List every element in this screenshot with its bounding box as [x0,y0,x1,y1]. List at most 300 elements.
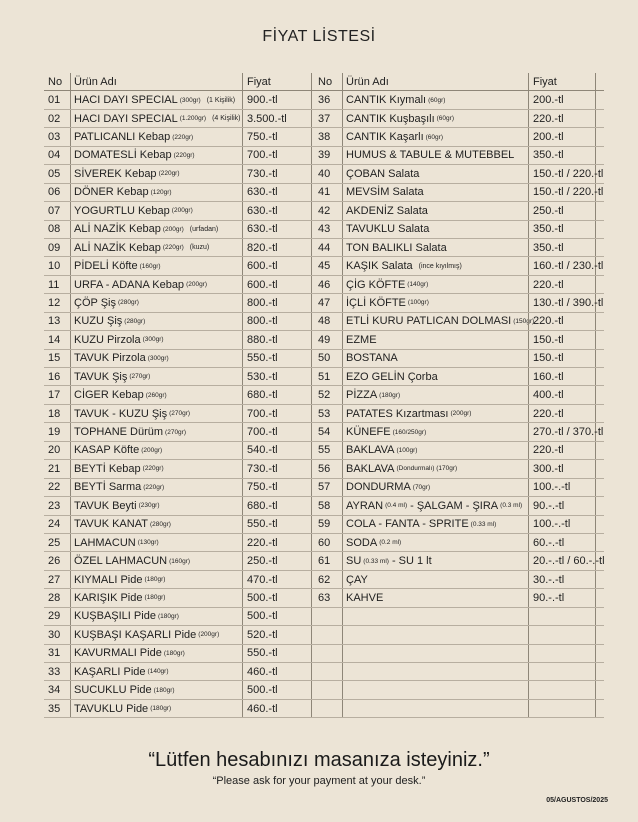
item-name: TON BALIKLI Salata [346,241,447,254]
item-name: AKDENİZ Salata [346,204,428,217]
item-name-cell [70,239,242,256]
item-number: 45 [318,260,331,273]
item-name: SODA [346,536,378,549]
page-title: FİYAT LİSTESİ [262,28,376,45]
item-name-cell [70,221,242,238]
item-name: ÇAY [346,573,368,586]
table-row [44,423,334,441]
item-name: AYRAN [346,499,384,512]
item-name-cell [342,479,528,496]
item-name: ETLİ KURU PATLICAN DOLMASI [346,315,512,328]
item-name-cell [342,239,528,256]
item-number: 23 [48,499,61,512]
item-name-cell [342,165,528,182]
item-name: ÇOBAN Salata [346,167,420,180]
item-number: 03 [48,131,61,144]
item-name: LAHMACUN [74,536,136,549]
item-price: 500.-tl [242,681,312,698]
item-name-extra: - ŞALGAM - ŞIRA [410,499,499,512]
item-name-cell [342,221,528,238]
item-price [528,700,596,717]
table-row [44,276,334,294]
item-name: TAVUKLU Pide [74,702,149,715]
item-portion: (0.33 ml) [470,520,497,528]
item-name: TAVUKLU Salata [346,223,430,236]
item-name: SUCUKLU Pide [74,684,152,697]
table-row [314,663,604,681]
item-price: 600.-tl [242,276,312,293]
item-number: 61 [318,555,331,568]
item-portion: (300gr) [179,96,201,104]
item-number: 55 [318,444,331,457]
item-portion: (220gr) [172,133,194,141]
item-number: 57 [318,481,331,494]
item-portion: (60gr) [436,115,454,123]
item-number: 48 [318,315,331,328]
item-number: 33 [48,665,61,678]
item-name: CİGER Kebap [74,389,144,402]
item-price: 90.-.-tl [528,589,596,606]
item-name: KUZU Şiş [74,315,123,328]
item-name-cell [342,257,528,274]
item-number [314,626,342,643]
item-price [528,626,596,643]
item-price: 150.-tl [528,331,596,348]
item-portion: (220gr) [158,170,180,178]
table-row [44,681,334,699]
item-number: 20 [48,444,61,457]
item-price: 150.-tl / 220.-tl [528,184,596,201]
item-price: 350.-tl [528,147,596,164]
table-row [314,460,604,478]
item-price: 60.-.-tl [528,534,596,551]
item-portion: (280gr) [117,299,139,307]
item-name: KAŞARLI Pide [74,665,146,678]
item-name: SU [346,555,362,568]
table-row [44,645,334,663]
item-number: 36 [318,94,331,107]
item-note: (4 Kişilik) [212,115,241,123]
header-price: Fiyat [242,73,312,90]
item-portion: (200gr) [186,281,208,289]
item-name-cell [342,368,528,385]
item-name: ÇÖP Şiş [74,296,116,309]
item-name-cell [70,516,242,533]
item-name-cell [70,184,242,201]
item-portion: (220gr) [143,483,165,491]
item-portion: (270gr) [169,410,191,418]
item-name: HACI DAYI SPECIAL [74,94,178,107]
item-price: 90.-.-tl [528,497,596,514]
item-portion: (270gr) [165,428,187,436]
item-name: TAVUK Pirzola [74,352,146,365]
item-name: KASAP Köfte [74,444,140,457]
header-price: Fiyat [528,73,596,90]
item-name: KAVURMALI Pide [74,647,162,660]
item-price: 630.-tl [242,184,312,201]
item-portion: (220gr) [142,465,164,473]
item-name-cell [70,571,242,588]
item-portion: (60gr) [425,133,443,141]
footer-date: 05/AGUSTOS/2025 [546,797,608,804]
table-row [314,221,604,239]
item-portion: (0.2 ml) [379,539,402,547]
item-number: 09 [48,241,61,254]
table-row [314,294,604,312]
item-portion: (220gr) [173,151,195,159]
item-name-cell [70,681,242,698]
item-price: 820.-tl [242,239,312,256]
table-row [44,442,334,460]
item-portion: (260gr) [145,391,167,399]
item-price: 250.-tl [528,202,596,219]
item-name-cell [70,442,242,459]
item-name: BAKLAVA [346,444,395,457]
item-number: 51 [318,370,331,383]
item-price [528,645,596,662]
item-number: 37 [318,112,331,125]
table-row [44,239,334,257]
item-number: 34 [48,684,61,697]
item-name: ÇİG KÖFTE [346,278,406,291]
table-row [44,626,334,644]
item-number: 49 [318,333,331,346]
table-row [314,552,604,570]
item-number: 60 [318,536,331,549]
table-row [314,239,604,257]
table-header [44,73,334,91]
table-row [314,571,604,589]
item-name: TAVUK - KUZU Şiş [74,407,168,420]
item-number: 44 [318,241,331,254]
item-price [528,681,596,698]
item-name-cell [342,700,528,717]
item-number: 11 [48,278,60,291]
item-name-cell [342,460,528,477]
item-number: 41 [318,186,331,199]
item-number: 13 [48,315,61,328]
item-name-cell [70,552,242,569]
item-portion: (180gr) [150,705,172,713]
table-row [44,589,334,607]
item-name-cell [342,147,528,164]
item-name-cell [342,442,528,459]
header-no: No [48,75,63,88]
item-portion: (150gr) [513,317,535,325]
item-note: (1 Kişilik) [206,96,236,104]
table-row [44,257,334,275]
item-price: 160.-tl / 230.-tl [528,257,596,274]
item-name-cell [70,165,242,182]
table-row [314,534,604,552]
item-name-cell [70,350,242,367]
table-row [44,516,334,534]
item-name-cell [342,589,528,606]
item-portion: (0.33 ml) [363,557,389,565]
item-number: 38 [318,131,331,144]
item-number: 54 [318,426,331,439]
item-name: DONDURMA [346,481,411,494]
item-portion: (220gr) [162,244,184,252]
item-name-cell [70,202,242,219]
item-number: 05 [48,167,61,180]
item-price: 220.-tl [528,442,596,459]
item-portion: (300gr) [147,354,169,362]
item-portion: (200gr) [162,225,184,233]
item-name-cell [70,91,242,108]
item-name-cell [342,276,528,293]
item-number: 12 [48,296,61,309]
table-row [314,184,604,202]
item-portion: (Dondurmalı) (170gr) [396,465,458,473]
item-price: 630.-tl [242,202,312,219]
item-name-cell [342,571,528,588]
item-name-cell [342,608,528,625]
item-number: 27 [48,573,61,586]
item-number: 01 [48,94,61,107]
header-name: Ürün Adı [70,73,242,90]
table-row [44,608,334,626]
item-price: 520.-tl [242,626,312,643]
item-name-cell [70,386,242,403]
item-number: 63 [318,591,331,604]
item-name-cell [342,423,528,440]
item-price: 220.-tl [528,405,596,422]
item-name: TAVUK Şiş [74,370,128,383]
item-price: 880.-tl [242,331,312,348]
item-number: 25 [48,536,61,549]
item-name-cell [342,294,528,311]
item-name-cell [70,276,242,293]
table-row [44,460,334,478]
item-name-cell [70,368,242,385]
item-number: 24 [48,518,61,531]
item-number: 18 [48,407,61,420]
item-name-cell [342,350,528,367]
item-name: CANTIK Kuşbaşılı [346,112,435,125]
item-number: 31 [48,647,61,660]
item-name-cell [342,313,535,330]
item-name-cell [70,294,242,311]
item-portion: (200gr) [171,207,193,215]
item-price: 550.-tl [242,350,312,367]
item-name-cell [70,663,242,680]
item-price: 550.-tl [242,645,312,662]
item-price: 800.-tl [242,294,312,311]
item-portion: (140gr) [407,281,429,289]
item-number: 40 [318,167,331,180]
item-price: 730.-tl [242,165,312,182]
item-name-cell [342,516,528,533]
item-name: HACI DAYI SPECIAL [74,112,178,125]
item-name-cell [70,700,242,717]
item-number: 35 [48,702,61,715]
table-row [314,331,604,349]
item-name: SİVEREK Kebap [74,167,157,180]
item-portion: (180gr) [144,594,166,602]
item-portion: (180gr) [157,612,179,620]
item-price: 800.-tl [242,313,312,330]
table-row [314,276,604,294]
price-table-left [44,73,334,718]
item-portion: (180gr) [153,686,175,694]
item-name: URFA - ADANA Kebap [74,278,185,291]
item-price: 220.-tl [242,534,312,551]
item-price: 130.-tl / 390.-tl [528,294,596,311]
item-name: BEYTİ Kebap [74,462,141,475]
item-number: 02 [48,112,61,125]
table-row [314,165,604,183]
table-row [314,147,604,165]
item-portion: (70gr) [412,483,431,491]
item-number: 52 [318,389,331,402]
table-row [314,442,604,460]
item-price: 470.-tl [242,571,312,588]
item-price: 150.-tl / 220.-tl [528,165,596,182]
item-name-cell [70,608,242,625]
item-name: KAHVE [346,591,384,604]
item-portion: (300gr) [142,336,164,344]
item-portion: (230gr) [138,502,160,510]
item-name-cell [70,423,242,440]
item-name-cell [342,184,528,201]
item-name: TAVUK Beyti [74,499,137,512]
item-price: 530.-tl [242,368,312,385]
item-portion-extra: (0.3 ml) [500,502,523,510]
table-row [314,128,604,146]
item-name: PATLICANLI Kebap [74,131,171,144]
item-number: 30 [48,628,61,641]
item-name: DÖNER Kebap [74,186,149,199]
item-number: 22 [48,481,61,494]
item-name: BOSTANA [346,352,398,365]
table-row [44,110,334,128]
item-number [314,681,342,698]
item-portion: (130gr) [137,539,159,547]
table-row [44,552,334,570]
footer-subquote: “Please ask for your payment at your desk.” [212,775,426,787]
item-portion: (100gr) [396,446,418,454]
item-name: YOGURTLU Kebap [74,204,170,217]
item-portion: (140gr) [147,668,169,676]
item-name-cell [342,534,528,551]
table-row [314,626,604,644]
item-number: 59 [318,518,331,531]
item-number: 21 [48,462,61,475]
item-name-cell [70,331,242,348]
item-number: 58 [318,499,331,512]
item-price: 550.-tl [242,516,312,533]
table-row [44,663,334,681]
item-number: 08 [48,223,61,236]
table-row [44,350,334,368]
table-row [314,516,604,534]
table-row [44,497,334,515]
item-portion: (160gr) [139,262,161,270]
item-price: 680.-tl [242,497,312,514]
item-name: EZME [346,333,377,346]
table-row [314,589,604,607]
item-price [528,663,596,680]
table-row [314,313,604,331]
item-name-cell [342,681,528,698]
item-name: ALİ NAZİK Kebap [74,241,161,254]
item-name: İÇLİ KÖFTE [346,296,406,309]
table-row [314,700,604,718]
item-number: 39 [318,149,331,162]
item-portion: (0.4 ml) [385,502,408,510]
item-portion: (120gr) [150,188,172,196]
item-number: 07 [48,204,61,217]
table-row [314,608,604,626]
item-name: CANTIK Kaşarlı [346,131,424,144]
item-name-cell [342,552,528,569]
item-name-cell [342,626,528,643]
item-number: 62 [318,573,331,586]
table-row [314,645,604,663]
table-row [314,423,604,441]
item-number [314,608,342,625]
item-note: (kuzu) [189,244,210,252]
item-number: 28 [48,591,61,604]
item-number: 56 [318,462,331,475]
item-portion: (160/250gr) [392,428,427,436]
item-name: COLA - FANTA - SPRITE [346,518,469,531]
item-price: 100.-.-tl [528,516,596,533]
item-portion: (200gr) [198,631,220,639]
item-number: 15 [48,352,61,365]
item-name: EZO GELİN Çorba [346,370,438,383]
item-name-cell [70,589,242,606]
table-row [314,110,604,128]
item-name: KUŞBAŞI KAŞARLI Pide [74,628,197,641]
item-name-cell [342,405,528,422]
item-name-cell [70,497,242,514]
item-number: 17 [48,389,61,402]
item-price: 700.-tl [242,405,312,422]
item-number [314,645,342,662]
table-row [44,368,334,386]
table-row [44,128,334,146]
table-row [44,165,334,183]
price-table-right [314,73,604,718]
item-price: 350.-tl [528,239,596,256]
table-row [44,184,334,202]
item-number: 29 [48,610,61,623]
item-portion: (180gr) [144,576,166,584]
item-price: 300.-tl [528,460,596,477]
item-name-cell [70,110,242,127]
item-price: 900.-tl [242,91,312,108]
item-name-cell [342,128,528,145]
item-price: 540.-tl [242,442,312,459]
item-name: ALİ NAZİK Kebap [74,223,161,236]
item-name-cell [70,405,242,422]
item-price: 400.-tl [528,386,596,403]
item-note: (ince kıyılmış) [418,262,462,270]
table-row [44,405,334,423]
item-name-cell [342,91,528,108]
table-row [314,91,604,109]
item-price: 500.-tl [242,589,312,606]
item-name-cell [70,645,242,662]
item-price: 200.-tl [528,91,596,108]
table-row [314,202,604,220]
item-name-extra: - SU 1 lt [391,555,432,568]
item-number: 10 [48,260,61,273]
item-number: 19 [48,426,61,439]
table-header [314,73,604,91]
